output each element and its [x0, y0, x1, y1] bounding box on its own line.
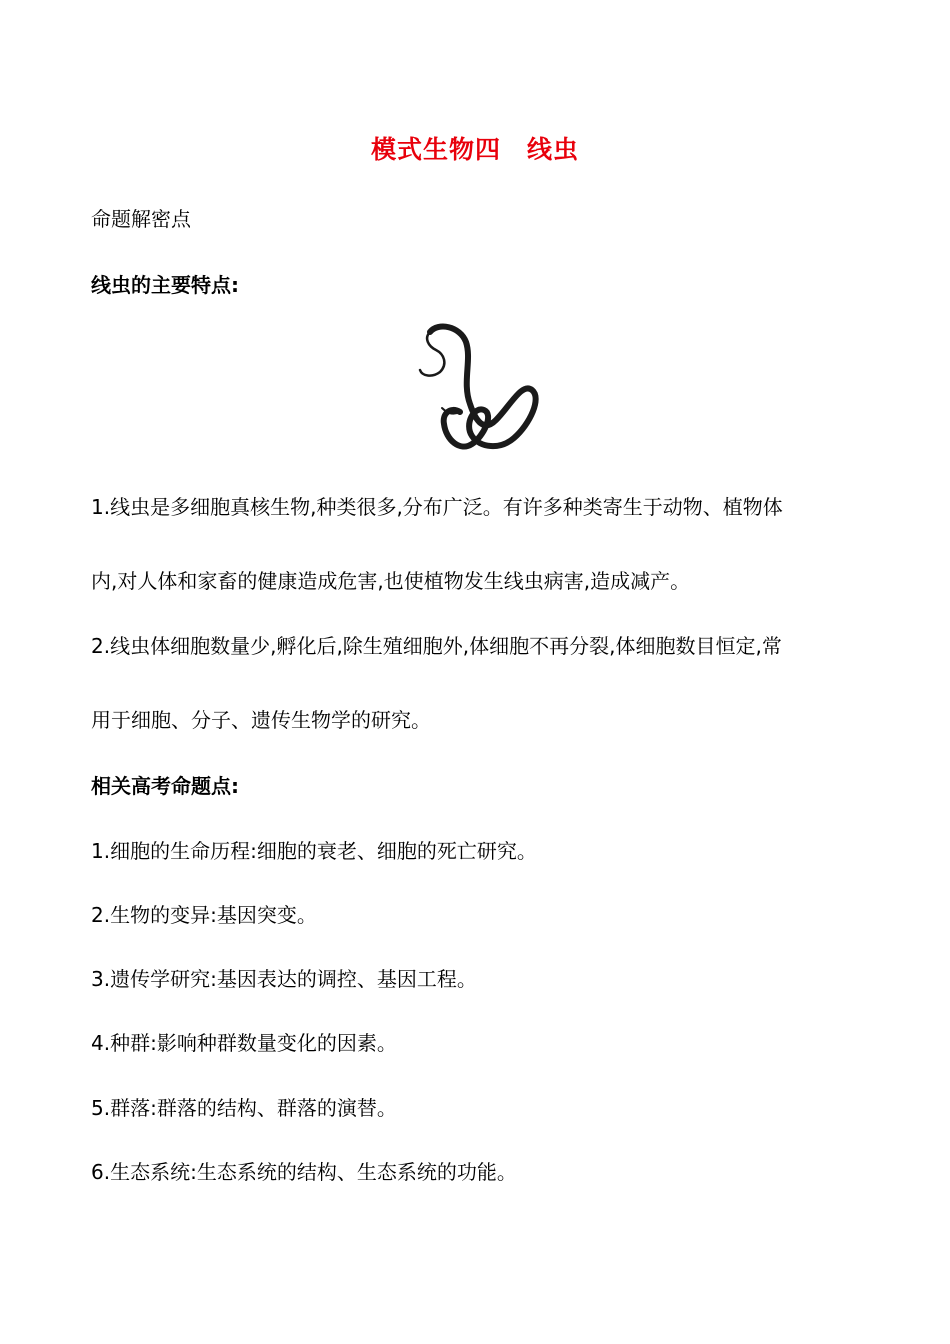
page-title: 模式生物四 线虫 — [370, 135, 579, 164]
exam-point: 3.遗传学研究:基因表达的调控、基因工程。 — [91, 967, 477, 991]
section-label: 命题解密点 — [91, 207, 191, 231]
exam-heading: 相关高考命题点: — [91, 774, 239, 798]
feature-2-line-2: 用于细胞、分子、遗传生物学的研究。 — [91, 708, 431, 732]
feature-1-line-1: 1.线虫是多细胞真核生物,种类很多,分布广泛。有许多种类寄生于动物、植物体 — [91, 495, 783, 519]
features-heading: 线虫的主要特点: — [91, 273, 239, 297]
feature-2-line-1: 2.线虫体细胞数量少,孵化后,除生殖细胞外,体细胞不再分裂,体细胞数目恒定,常 — [91, 634, 782, 658]
exam-point: 4.种群:影响种群数量变化的因素。 — [91, 1031, 397, 1055]
exam-point: 6.生态系统:生态系统的结构、生态系统的功能。 — [91, 1160, 517, 1184]
exam-point: 5.群落:群落的结构、群落的演替。 — [91, 1096, 397, 1120]
nematode-illustration — [418, 320, 542, 452]
feature-1-line-2: 内,对人体和家畜的健康造成危害,也使植物发生线虫病害,造成减产。 — [91, 569, 691, 593]
exam-point: 2.生物的变异:基因突变。 — [91, 903, 317, 927]
exam-point: 1.细胞的生命历程:细胞的衰老、细胞的死亡研究。 — [91, 839, 537, 863]
